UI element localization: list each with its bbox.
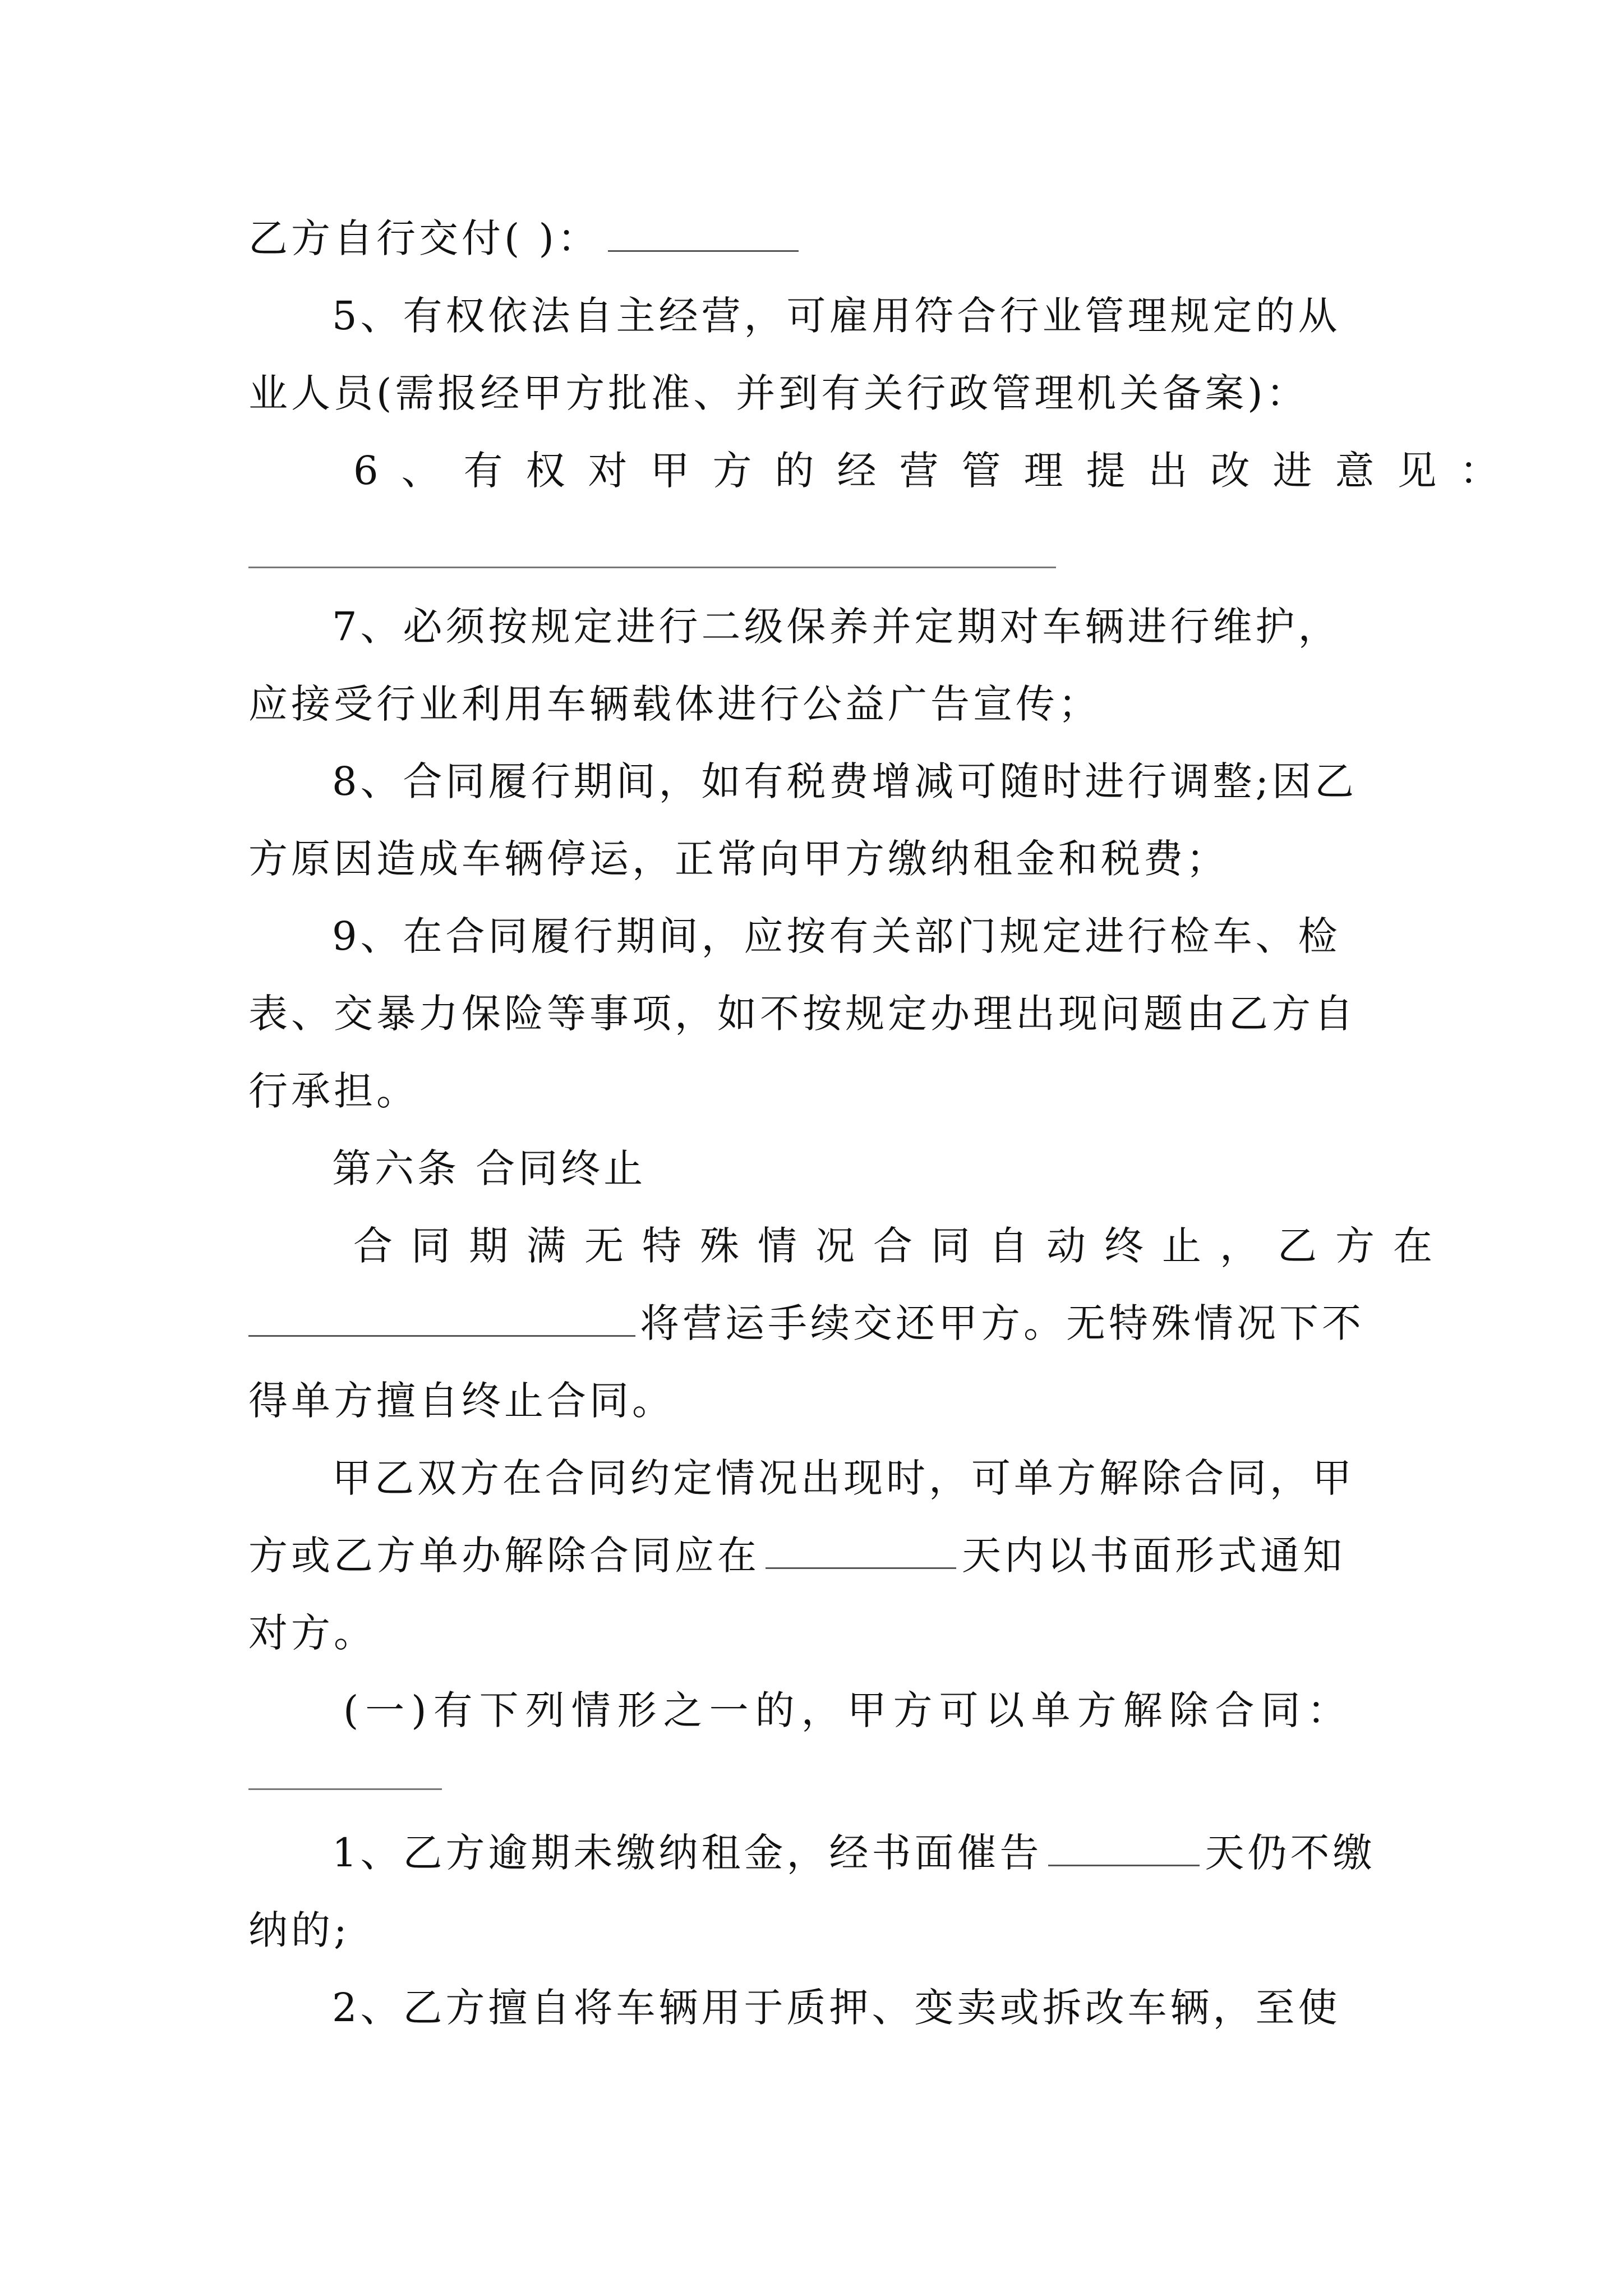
text-line-16: 甲乙双方在合同约定情况出现时，可单方解除合同，甲 (332, 1455, 1355, 1501)
fill-blank-5[interactable] (248, 1788, 442, 1790)
text-line-15: 得单方擅自终止合同。 (248, 1378, 675, 1424)
line-1-text: 乙方自行交付( )： (248, 215, 600, 261)
fill-blank-4[interactable] (766, 1534, 956, 1569)
line-20-text-a: 1、乙方逾期未缴纳租金，经书面催告 (332, 1830, 1043, 1876)
text-line-8: 方原因造成车辆停运，正常向甲方缴纳租金和税费； (248, 836, 1229, 882)
line-20-text-b: 天仍不缴 (1205, 1830, 1376, 1876)
text-line-4: 6、有权对甲方的经营管理提出改进意见： (353, 448, 1522, 494)
text-line-10: 表、交暴力保险等事项，如不按规定办理出现问题由乙方自 (248, 991, 1357, 1037)
text-line-1 (248, 210, 799, 266)
text-line-9: 9、在合同履行期间，应按有关部门规定进行检车、检 (332, 913, 1341, 959)
section-heading: 第六条 合同终止 (332, 1145, 647, 1191)
fill-blank-1[interactable] (608, 217, 799, 252)
text-line-14 (248, 1295, 1364, 1351)
fill-blank-6[interactable] (1048, 1831, 1200, 1866)
text-line-7: 8、合同履行期间，如有税费增减可随时进行调整;因乙 (332, 758, 1358, 804)
line-14-text: 将营运手续交还甲方。无特殊情况下不 (640, 1300, 1364, 1346)
text-line-2: 5、有权依法自主经营，可雇用符合行业管理规定的从 (332, 293, 1341, 339)
text-line-3: 业人员(需报经甲方批准、并到有关行政管理机关备案)： (248, 370, 1309, 416)
fill-blank-3[interactable] (248, 1301, 635, 1337)
text-line-6: 应接受行业利用车辆载体进行公益广告宣传； (248, 681, 1101, 727)
text-line-17 (248, 1527, 1345, 1584)
line-17-text-b: 天内以书面形式通知 (962, 1533, 1345, 1579)
text-line-11: 行承担。 (248, 1068, 419, 1114)
line-17-text-a: 方或乙方单办解除合同应在 (248, 1533, 760, 1579)
fill-blank-2[interactable] (248, 567, 1056, 568)
text-line-20 (332, 1825, 1376, 1881)
text-line-13: 合同期满无特殊情况合同自动终止，乙方在 (353, 1223, 1451, 1269)
text-line-18: 对方。 (248, 1610, 376, 1656)
text-line-22: 2、乙方擅自将车辆用于质押、变卖或拆改车辆，至使 (332, 1985, 1341, 2031)
text-line-21: 纳的; (248, 1907, 351, 1953)
text-line-5: 7、必须按规定进行二级保养并定期对车辆进行维护， (332, 604, 1341, 650)
text-line-19: (一)有下列情形之一的，甲方可以单方解除合同： (343, 1687, 1353, 1733)
